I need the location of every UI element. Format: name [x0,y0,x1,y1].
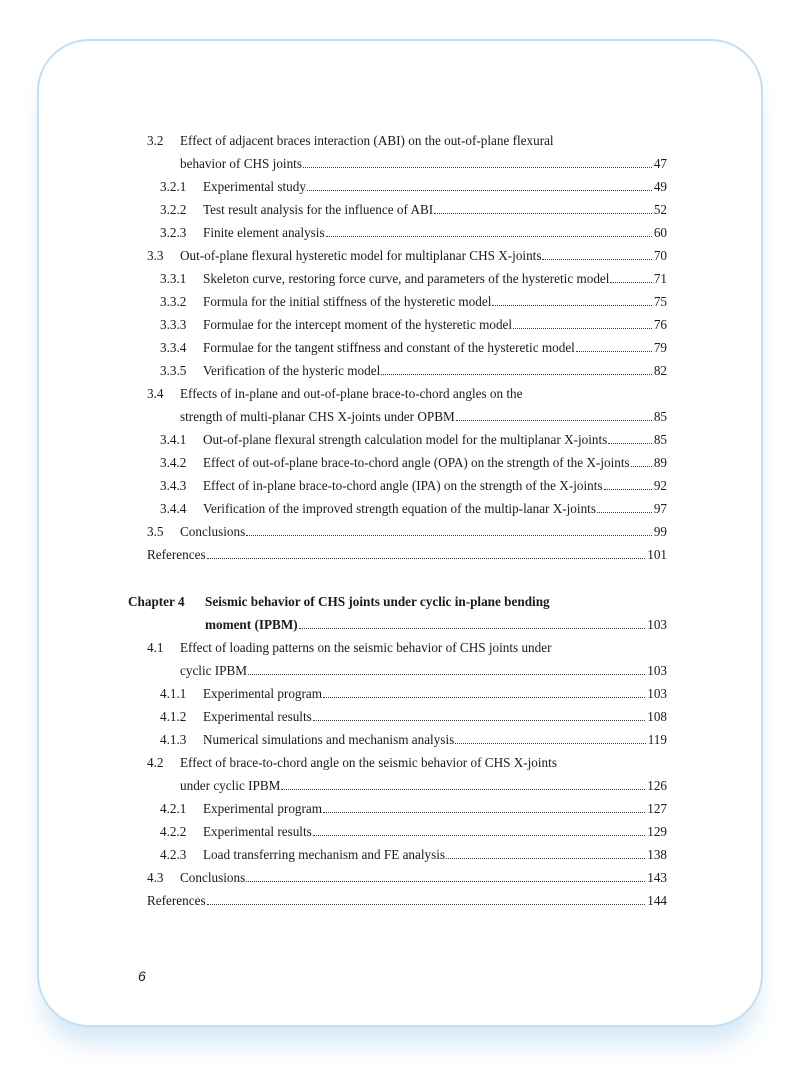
toc-entry-4-1-2[interactable]: 4.1.2 Experimental results 108 [160,709,667,724]
toc-references-3[interactable]: References 101 [147,547,667,562]
toc-entry-3-3-5[interactable]: 3.3.5 Verification of the hysteric model 82 [160,363,667,378]
dot-leader [313,720,645,721]
toc-entry-3-3-2[interactable]: 3.3.2 Formula for the initial stiffness of the hysteretic model 75 [160,294,667,309]
dot-leader [381,374,652,375]
dot-leader [207,904,646,905]
dot-leader [608,443,652,444]
toc-entry-4-2-2[interactable]: 4.2.2 Experimental results 129 [160,824,667,839]
dot-leader [434,213,652,214]
dot-leader [631,466,652,467]
chapter-4-heading[interactable]: Chapter 4 Seismic behavior of CHS joints under cyclic in-plane bending [128,594,550,609]
toc-heading-3-5[interactable]: 3.5 Conclusions 99 [147,524,667,539]
toc-entry-3-3-1[interactable]: 3.3.1 Skeleton curve, restoring force curve, and parameters of the hysteretic model 71 [160,271,667,286]
dot-leader [446,858,645,859]
dot-leader [604,489,652,490]
dot-leader [207,558,646,559]
dot-leader [597,512,652,513]
toc-entry-3-4-1[interactable]: 3.4.1 Out-of-plane flexural strength calculation model for the multiplanar X-joints 85 [160,432,667,447]
dot-leader [323,697,645,698]
toc-heading-3-2[interactable]: 3.2 Effect of adjacent braces interaction (ABI) on the out-of-plane flexural [147,133,554,148]
toc-references-4[interactable]: References 144 [147,893,667,908]
dot-leader [281,789,645,790]
toc-entry-3-2-1[interactable]: 3.2.1 Experimental study 49 [160,179,667,194]
toc-heading-3-3[interactable]: 3.3 Out-of-plane flexural hysteretic model for multiplanar CHS X-joints 70 [147,248,667,263]
page-number: 6 [138,968,146,984]
dot-leader [455,743,645,744]
dot-leader [299,628,646,629]
toc-entry-3-2-2[interactable]: 3.2.2 Test result analysis for the influence of ABI 52 [160,202,667,217]
dot-leader [246,535,652,536]
dot-leader [246,881,645,882]
toc-entry-3-2-3[interactable]: 3.2.3 Finite element analysis 60 [160,225,667,240]
dot-leader [513,328,652,329]
toc-heading-4-1[interactable]: 4.1 Effect of loading patterns on the seismic behavior of CHS joints under [147,640,552,655]
toc-heading-4-2[interactable]: 4.2 Effect of brace-to-chord angle on the seismic behavior of CHS X-joints [147,755,557,770]
toc-entry-3-4-4[interactable]: 3.4.4 Verification of the improved strength equation of the multip-lanar X-joints 97 [160,501,667,516]
toc-heading-4-3[interactable]: 4.3 Conclusions 143 [147,870,667,885]
dot-leader [307,190,652,191]
toc-entry-3-4[interactable]: strength of multi-planar CHS X-joints under OPBM 85 [180,409,667,424]
toc-entry-3-4-2[interactable]: 3.4.2 Effect of out-of-plane brace-to-chord angle (OPA) on the strength of the X-joints 89 [160,455,667,470]
toc-entry-3-2[interactable]: behavior of CHS joints 47 [180,156,667,171]
dot-leader [326,236,652,237]
toc-entry-3-4-3[interactable]: 3.4.3 Effect of in-plane brace-to-chord angle (IPA) on the strength of the X-joints 92 [160,478,667,493]
dot-leader [313,835,645,836]
toc-entry-4-2-1[interactable]: 4.2.1 Experimental program 127 [160,801,667,816]
toc-entry-3-3-3[interactable]: 3.3.3 Formulae for the intercept moment of the hysteretic model 76 [160,317,667,332]
dot-leader [323,812,645,813]
dot-leader [610,282,651,283]
toc-entry-4-1-1[interactable]: 4.1.1 Experimental program 103 [160,686,667,701]
toc-entry-3-3-4[interactable]: 3.3.4 Formulae for the tangent stiffness and constant of the hysteretic model 79 [160,340,667,355]
dot-leader [456,420,652,421]
dot-leader [576,351,652,352]
toc-heading-3-4[interactable]: 3.4 Effects of in-plane and out-of-plane brace-to-chord angles on the [147,386,523,401]
toc-entry-4-2-3[interactable]: 4.2.3 Load transferring mechanism and FE analysis 138 [160,847,667,862]
toc-entry-4-2[interactable]: under cyclic IPBM 126 [180,778,667,793]
toc-entry-4-1-3[interactable]: 4.1.3 Numerical simulations and mechanism analysis 119 [160,732,667,747]
toc-entry-4-1[interactable]: cyclic IPBM 103 [180,663,667,678]
toc-entry-chapter-4[interactable]: moment (IPBM) 103 [205,617,667,632]
dot-leader [542,259,651,260]
dot-leader [303,167,652,168]
dot-leader [492,305,651,306]
dot-leader [248,674,645,675]
